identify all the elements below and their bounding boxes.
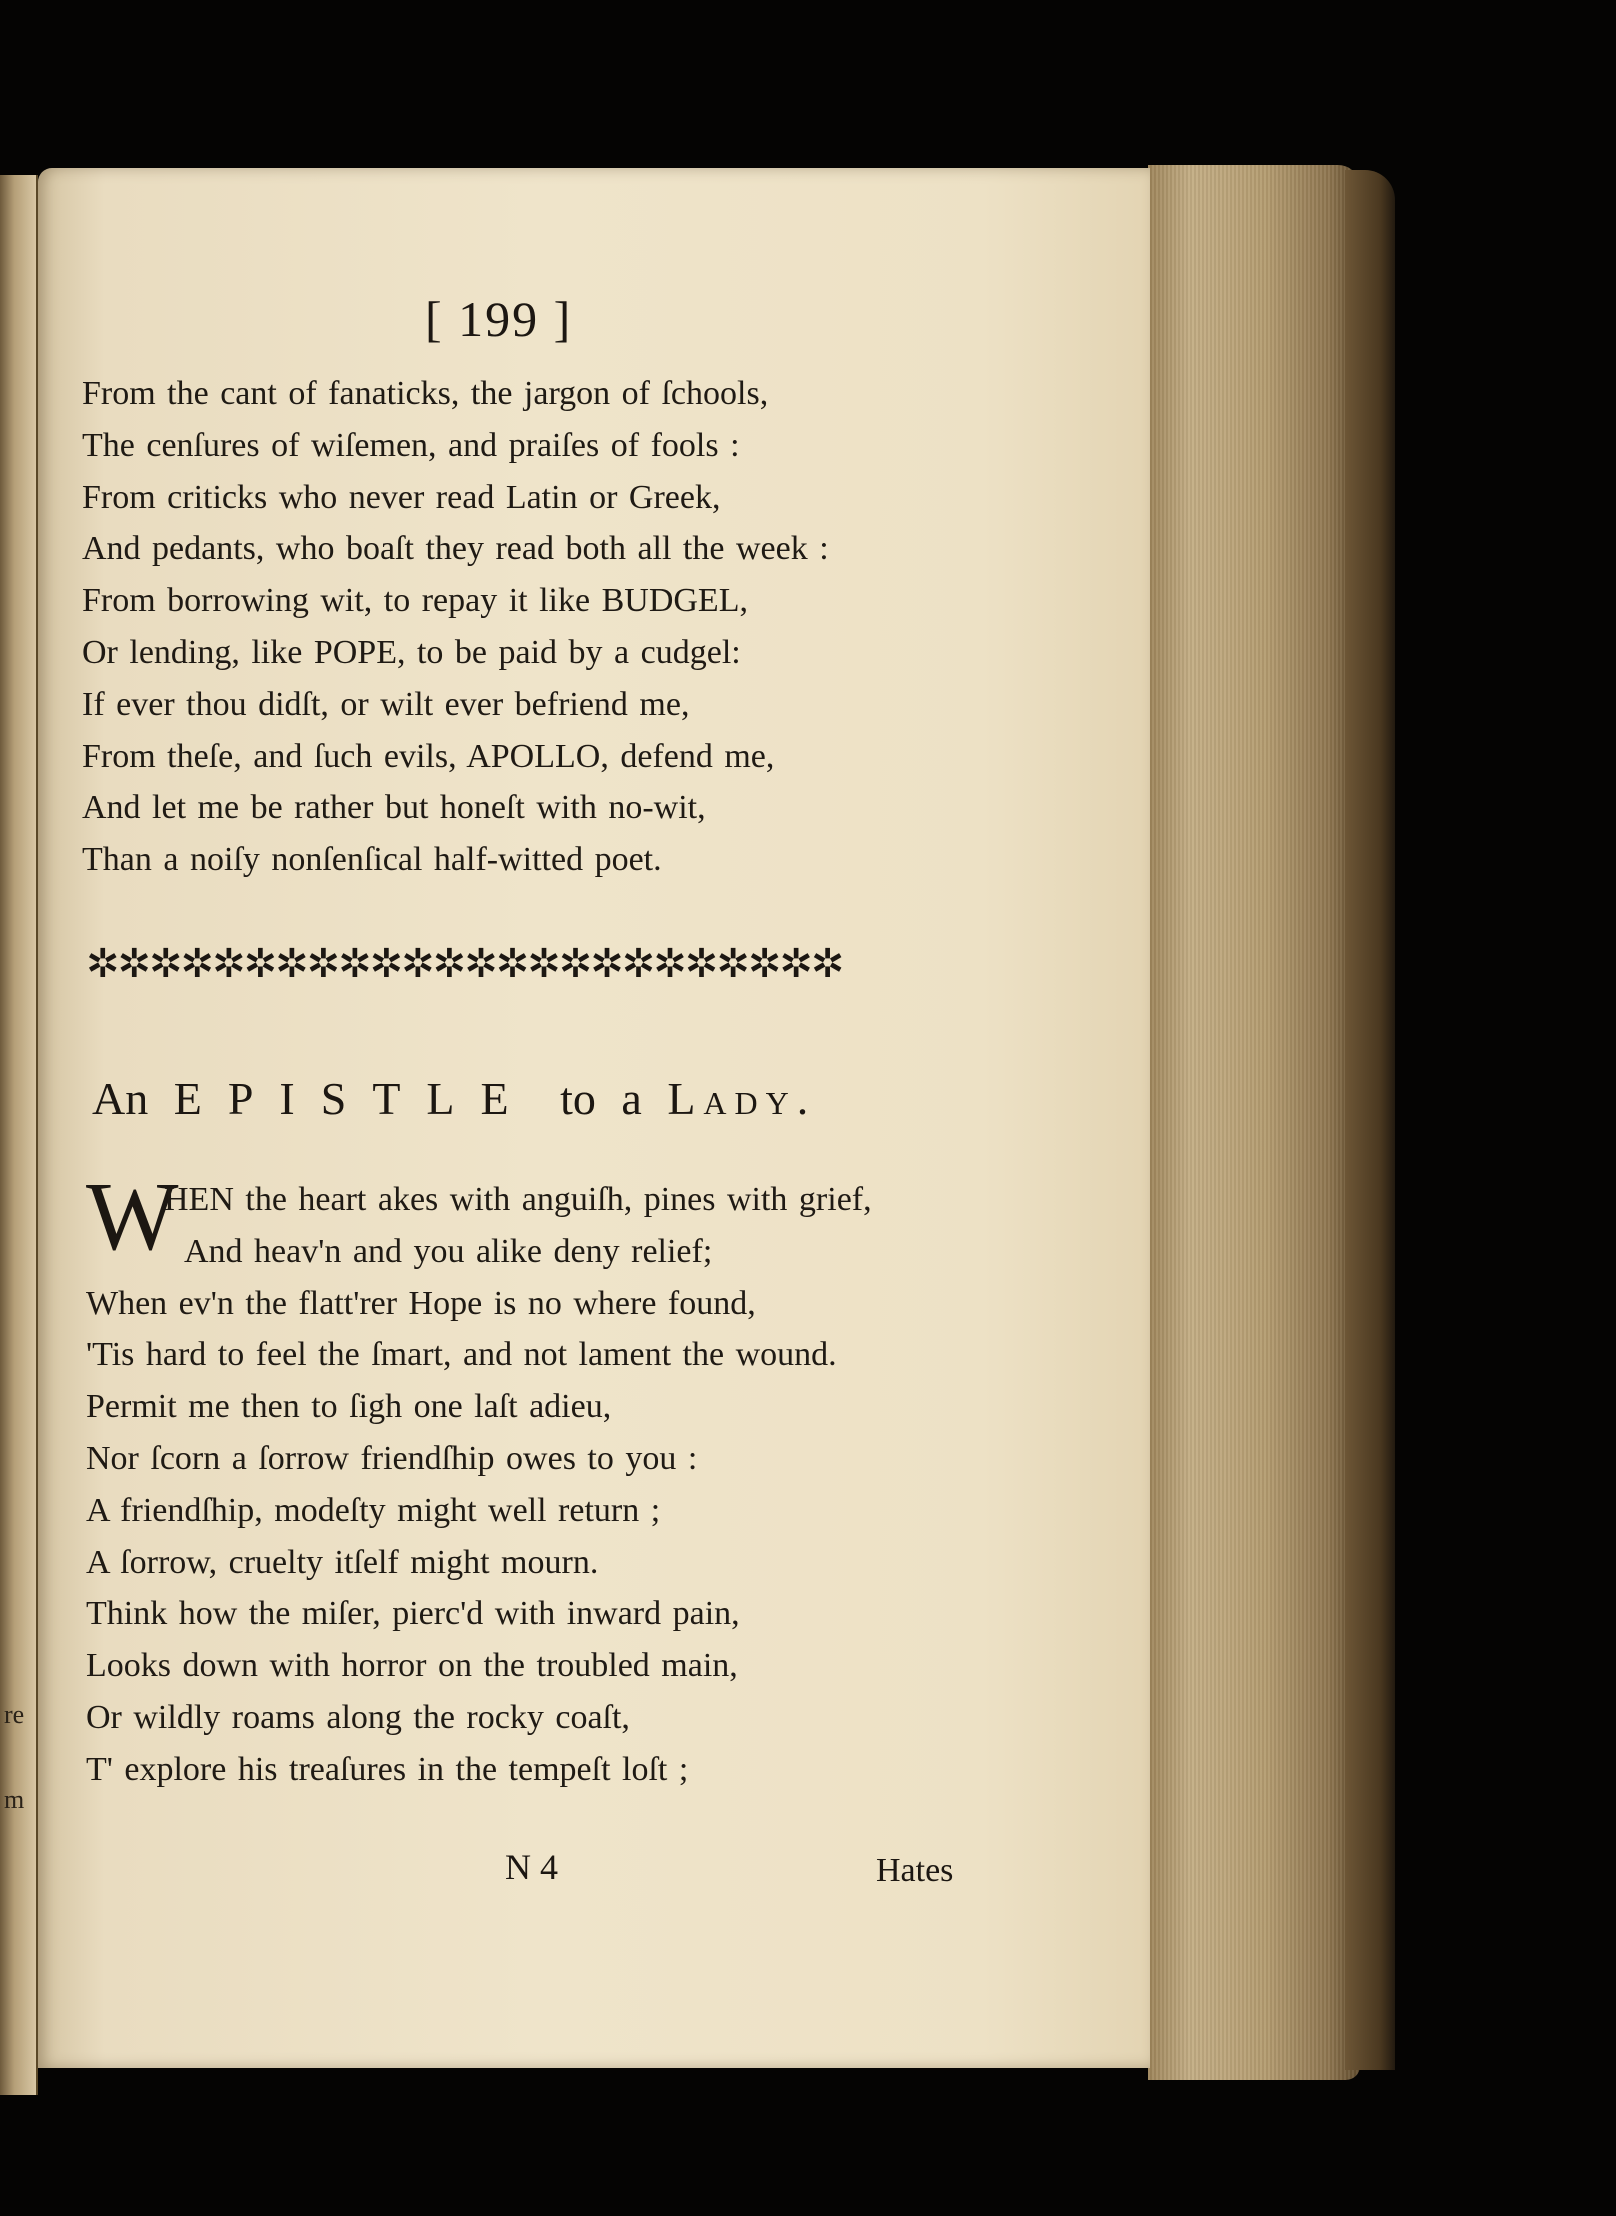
poem-line: A friendſhip, modeſty might well return ; — [86, 1491, 661, 1529]
verse-line: From the cant of fanaticks, the jargon of ſchools, — [82, 375, 769, 412]
drop-cap: W — [86, 1163, 179, 1271]
poem-line: And heav'n and you alike deny relief; — [184, 1232, 713, 1270]
title-word: Lady. — [667, 1073, 817, 1124]
catchword: Hates — [876, 1852, 954, 1889]
poem-line: Nor ſcorn a ſorrow friendſhip owes to you : — [86, 1439, 698, 1477]
verse-line: If ever thou didſt, or wilt ever befriend me, — [82, 685, 690, 723]
verse-line: Than a noiſy nonſenſical half-witted poet. — [82, 841, 662, 879]
title-word: EPISTLE — [173, 1073, 535, 1124]
verse-line: Or lending, like POPE, to be paid by a cudgel: — [82, 633, 741, 671]
poem-line: Permit me then to ſigh one laſt adieu, — [86, 1388, 612, 1426]
title-word: to — [560, 1073, 596, 1124]
previous-page-fragment: re — [4, 1700, 25, 1729]
verse-line: From borrowing wit, to repay it like BUDGEL, — [82, 582, 748, 620]
poem-line: T' explore his treaſures in the tempeſt loſt ; — [86, 1750, 689, 1788]
previous-page-edge — [0, 175, 38, 2095]
poem-line: Or wildly roams along the rocky coaſt, — [86, 1698, 630, 1736]
book-fore-edge — [1148, 165, 1360, 2080]
book-binding-edge — [1345, 170, 1395, 2070]
verse-line: The cenſures of wiſemen, and praiſes of fools : — [82, 426, 740, 464]
verse-line: From theſe, and ſuch evils, APOLLO, defend me, — [82, 737, 775, 775]
previous-page-fragment: m — [4, 1785, 25, 1814]
page-number: [ 199 ] — [425, 291, 573, 347]
verse-line: From criticks who never read Latin or Greek, — [82, 478, 721, 516]
verse-line: And pedants, who boaſt they read both all the week : — [82, 530, 829, 568]
title-word: a — [621, 1073, 642, 1124]
poem-line: HEN the heart akes with anguiſh, pines with grief, — [164, 1181, 872, 1218]
poem-line: When ev'n the flatt'rer Hope is no where found, — [86, 1284, 756, 1322]
ornament-divider: ✲✲✲✲✲✲✲✲✲✲✲✲✲✲✲✲✲✲✲✲✲✲✲✲ — [86, 941, 843, 986]
title-word: An — [92, 1073, 149, 1124]
poem-line: A ſorrow, cruelty itſelf might mourn. — [86, 1543, 599, 1581]
poem-line: Looks down with horror on the troubled main, — [86, 1647, 738, 1685]
poem-title — [92, 1072, 816, 1125]
signature-mark: N 4 — [505, 1847, 558, 1887]
verse-top — [82, 368, 1002, 886]
verse-line: And let me be rather but honeſt with no-wit, — [82, 789, 706, 827]
poem-body — [86, 1174, 1006, 1796]
poem-line: 'Tis hard to feel the ſmart, and not lament the wound. — [86, 1336, 837, 1374]
poem-line: Think how the miſer, pierc'd with inward pain, — [86, 1595, 740, 1633]
